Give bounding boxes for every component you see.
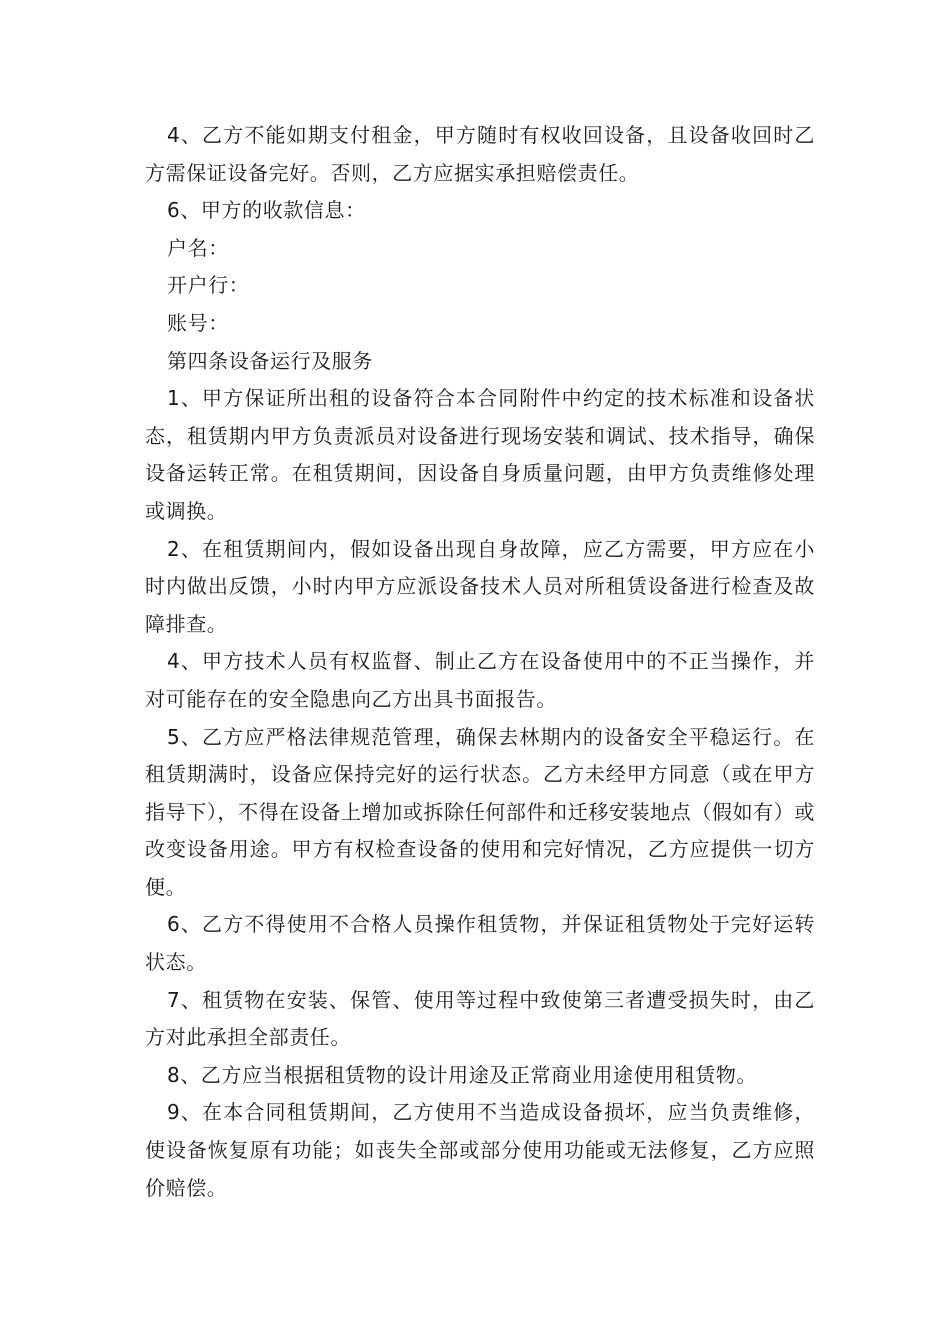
paragraph-service-7: 7、租赁物在安装、保管、使用等过程中致使第三者遭受损失时，由乙方对此承担全部责任。 (145, 987, 815, 1050)
paragraph-account-name: 户名： (167, 235, 229, 260)
paragraph-service-6: 6、乙方不得使用不合格人员操作租赁物，并保证租赁物处于完好运转状态。 (145, 912, 815, 975)
paragraph-account-number: 账号： (167, 310, 229, 335)
paragraph-service-8: 8、乙方应当根据租赁物的设计用途及正常商业用途使用租赁物。 (167, 1062, 758, 1087)
paragraph-service-1: 1、甲方保证所出租的设备符合本合同附件中约定的技术标准和设备状态，租赁期内甲方负责派员对设备进行现场安装和调试、技术指导，确保设备运转正常。在租赁期间，因设备自身质量问题，由甲方负责维修处理或调换。 (145, 386, 815, 523)
paragraph-payment-info: 6、甲方的收款信息： (167, 198, 366, 223)
paragraph-service-4: 4、甲方技术人员有权监督、制止乙方在设备使用中的不正当操作，并对可能存在的安全隐患向乙方出具书面报告。 (145, 649, 815, 711)
paragraph-service-5: 5、乙方应严格法律规范管理，确保去林期内的设备安全平稳运行。在租赁期满时，设备应保持完好的运行状态。乙方未经甲方同意（或在甲方指导下），不得在设备上增加或拆除任何部件和迁移安装地点（假如有）或改变设备用途。甲方有权检查设备的使用和完好情况，乙方应提供一切方便。 (145, 724, 815, 899)
paragraph-service-2: 2、在租赁期间内，假如设备出现自身故障，应乙方需要，甲方应在小时内做出反馈，小时内甲方应派设备技术人员对所租赁设备进行检查及故障排查。 (145, 536, 815, 636)
section-heading-article-4: 第四条设备运行及服务 (167, 348, 373, 373)
paragraph-bank: 开户行： (167, 273, 250, 298)
paragraph-clause-4-rent: 4、乙方不能如期支付租金，甲方随时有权收回设备，且设备收回时乙方需保证设备完好。否则，乙方应据实承担赔偿责任。 (145, 123, 815, 185)
document-body (145, 117, 815, 1207)
paragraph-service-9: 9、在本合同租赁期间，乙方使用不当造成设备损坏，应当负责维修，使设备恢复原有功能；如丧失全部或部分使用功能或无法修复，乙方应照价赔偿。 (145, 1100, 815, 1200)
